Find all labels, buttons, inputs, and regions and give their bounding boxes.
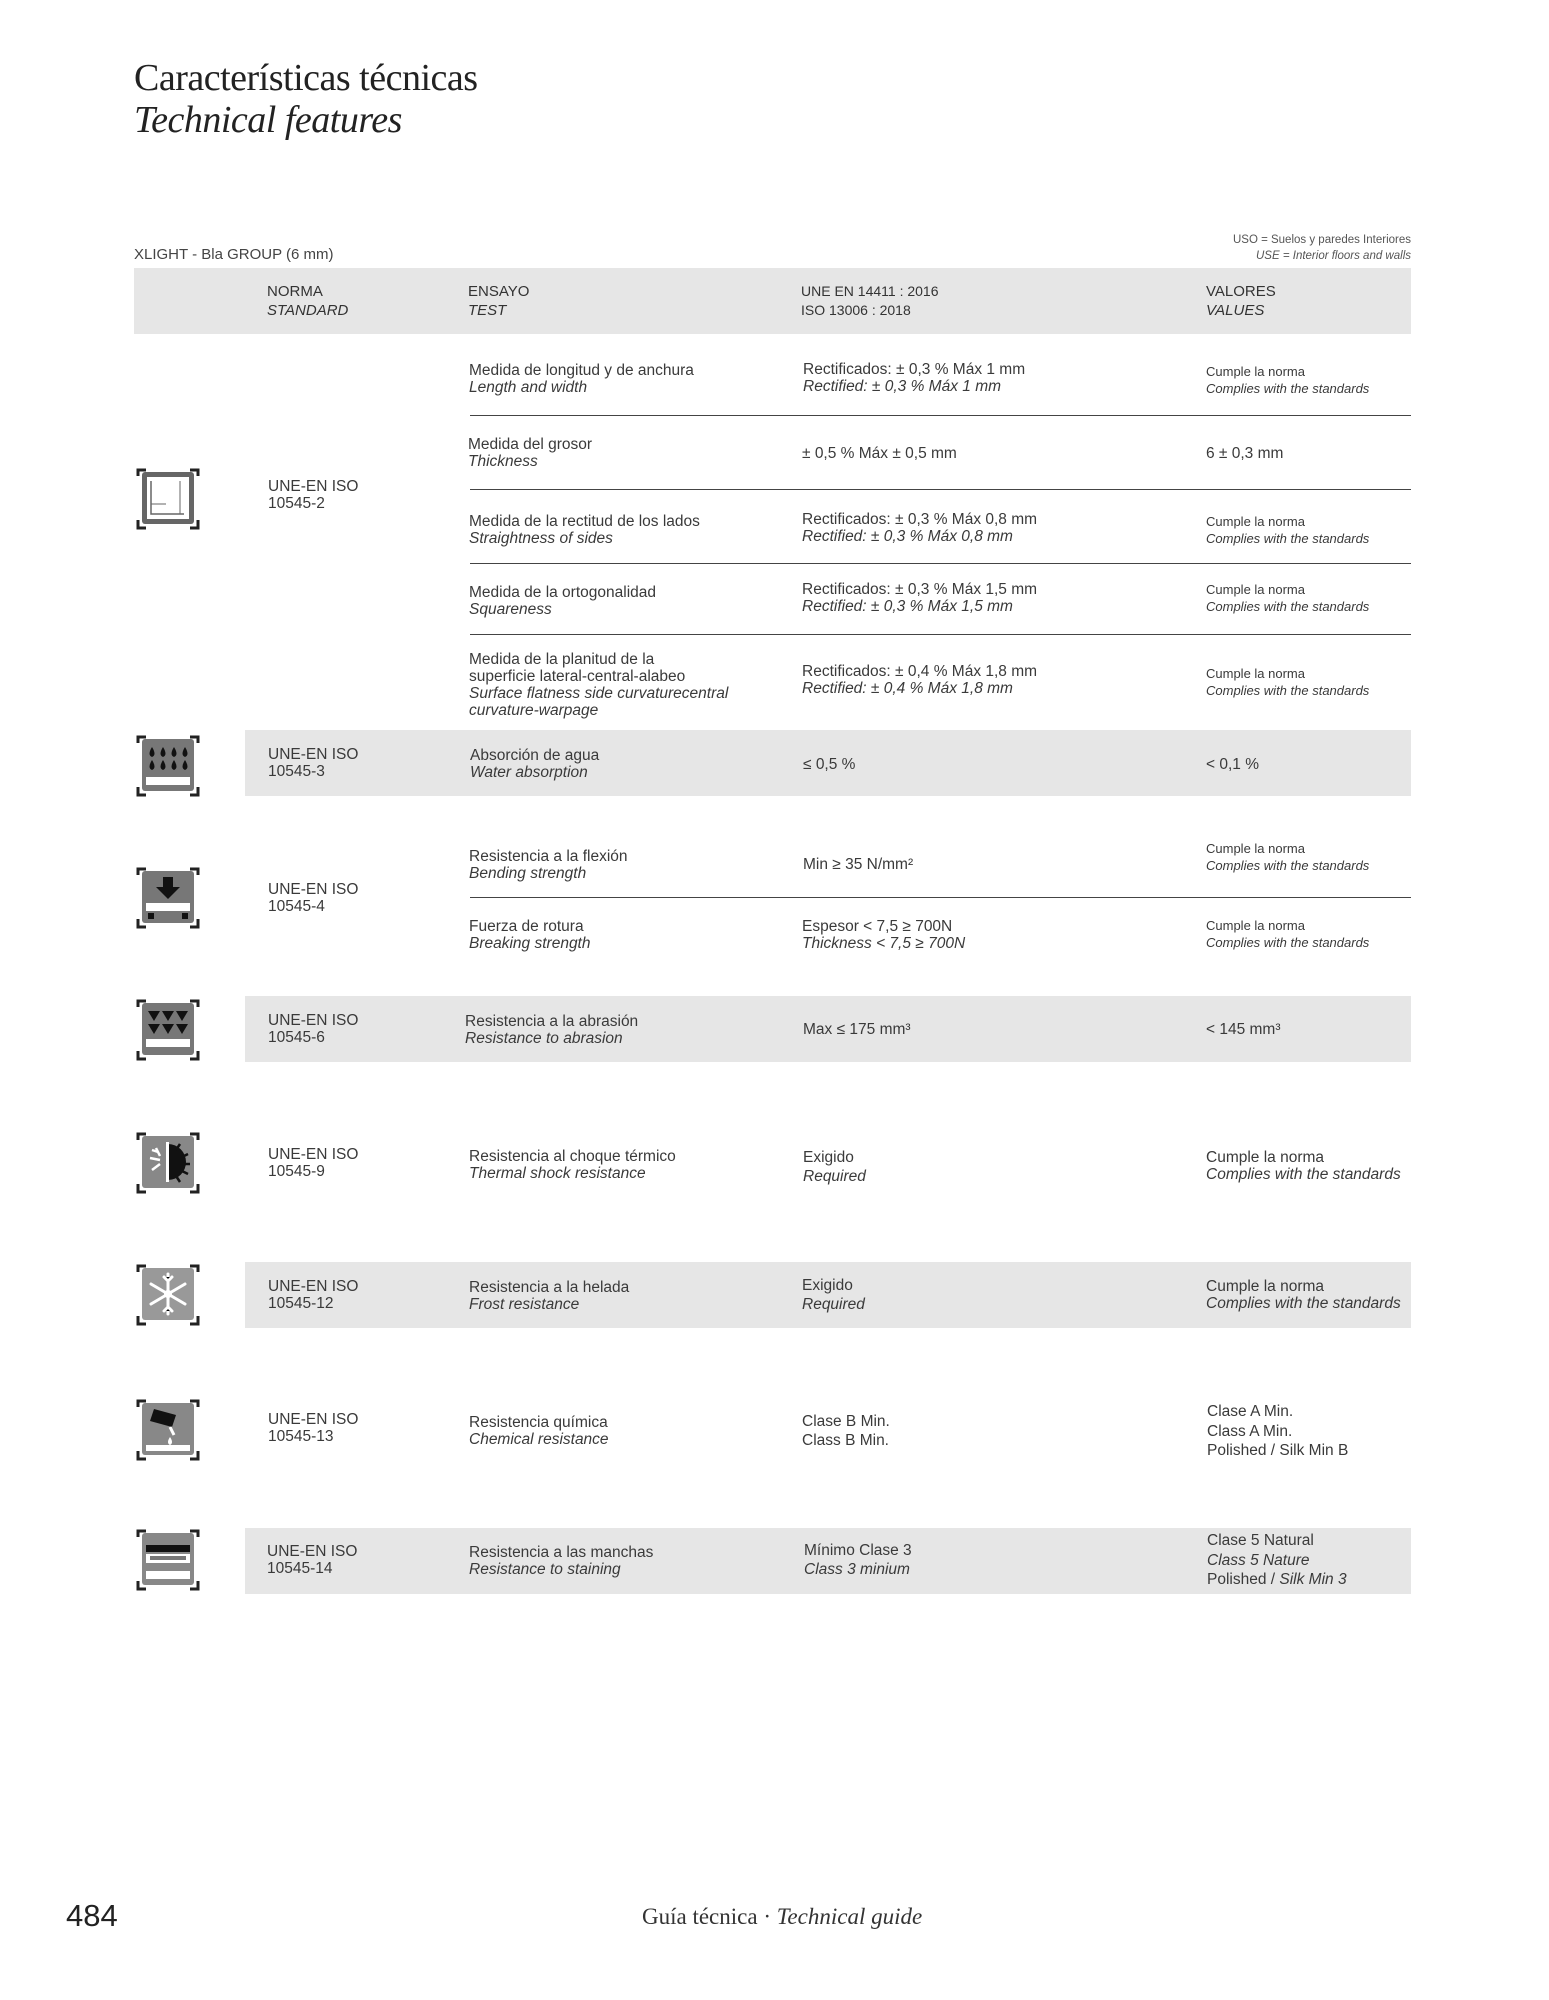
test-es: Resistencia al choque térmico [469,1148,676,1165]
abrasion-icon [136,997,200,1061]
value-cell [1206,917,1369,951]
footer-en: Technical guide [776,1904,923,1929]
requirement-cell [802,918,965,952]
req-en: Rectified: ± 0,3 % Máx 1 mm [803,378,1002,395]
standard-line2: 10545-12 [268,1295,334,1312]
value-cell [1206,1278,1401,1312]
standard-line1: UNE-EN ISO [268,1278,359,1295]
test-cell [465,1013,638,1047]
row-divider [470,634,1411,635]
footer-title [642,1904,922,1930]
val-es: Cumple la norma [1206,364,1305,379]
bending-arrow-icon [136,865,200,929]
standard-line2: 10545-6 [268,1029,325,1046]
requirement-cell: ± 0,5 % Máx ± 0,5 mm [802,445,957,462]
val-en: Complies with the standards [1206,599,1370,614]
header-ensayo-en: TEST [468,302,507,319]
req-en: Class B Min. [802,1432,889,1449]
page-title: Características técnicas [134,57,478,99]
requirement-cell: ≤ 0,5 % [803,756,856,773]
test-cell [469,584,656,618]
header-norma-en: STANDARD [267,302,349,319]
req-en: Rectified: ± 0,4 % Máx 1,8 mm [802,680,1013,697]
footer-es: Guía técnica [642,1904,758,1929]
test-en: Frost resistance [469,1296,580,1313]
val-line2: Class A Min. [1207,1422,1293,1440]
row-divider [470,897,1411,898]
test-cell [470,747,599,781]
test-en-line2: curvature-warpage [469,702,599,719]
requirement-cell [803,361,1025,395]
req-en: Rectified: ± 0,3 % Máx 1,5 mm [802,598,1013,615]
standard-cell [268,746,358,780]
test-en: Straightness of sides [469,530,613,547]
val-es: Cumple la norma [1206,1278,1325,1295]
test-en: Thermal shock resistance [469,1165,646,1182]
val-line3 [1207,1570,1347,1590]
value-cell [1206,1149,1401,1183]
value-cell [1206,840,1369,874]
val-line3: Polished / Silk Min B [1207,1442,1349,1459]
water-drops-icon [136,733,200,797]
value-cell [1207,1531,1347,1590]
standard-line1: UNE-EN ISO [268,746,359,763]
value-cell: 6 ± 0,3 mm [1206,445,1284,462]
test-en: Bending strength [469,865,587,882]
req-en: Thickness < 7,5 ≥ 700N [802,935,966,952]
val-es: Cumple la norma [1206,918,1305,933]
val-en: Complies with the standards [1206,683,1370,698]
requirement-cell: Max ≤ 175 mm³ [803,1021,911,1038]
requirement-cell [802,581,1037,615]
req-en: Required [802,1296,865,1313]
standard-cell [268,1278,358,1312]
test-es: Fuerza de rotura [469,918,584,935]
val-line2: Class 5 Nature [1207,1551,1310,1569]
use-note-es: USO = Suelos y paredes Interiores [1232,234,1411,246]
standard-line2: 10545-2 [268,495,325,512]
val-es: Cumple la norma [1206,666,1305,681]
header-ensayo [468,282,529,320]
value-cell [1206,665,1369,699]
test-es: Resistencia a las manchas [469,1544,654,1561]
test-es: Resistencia a la abrasión [465,1013,639,1030]
test-en: Length and width [469,379,588,396]
test-es: Resistencia a la flexión [469,848,628,865]
test-cell [469,513,700,547]
standard-line2: 10545-4 [268,898,325,915]
dimensions-icon [136,466,200,530]
use-note [1233,232,1411,264]
snowflake-icon [136,1262,200,1326]
standard-line2: 10545-14 [267,1560,333,1577]
staining-icon [136,1527,200,1591]
test-es: Absorción de agua [470,747,600,764]
test-cell [469,1414,609,1448]
req-es: Mínimo Clase 3 [804,1542,912,1559]
req-es: Rectificados: ± 0,4 % Máx 1,8 mm [802,663,1038,680]
requirement-cell [802,511,1037,545]
test-cell [468,436,592,470]
val-en: Complies with the standards [1206,1295,1401,1312]
test-cell [469,1279,629,1313]
test-es-line1: Medida de la planitud de la [469,651,655,668]
test-cell [469,848,628,882]
req-es: Rectificados: ± 0,3 % Máx 1 mm [803,361,1026,378]
thermal-shock-icon [136,1130,200,1194]
val-es: Cumple la norma [1206,1149,1325,1166]
value-cell [1206,363,1369,397]
header-ensayo-es: ENSAYO [468,283,530,300]
standard-line1: UNE-EN ISO [268,478,359,495]
test-cell [469,362,694,396]
requirement-cell [804,1541,912,1579]
value-cell [1207,1402,1348,1461]
value-cell: < 145 mm³ [1206,1021,1281,1038]
val-en: Complies with the standards [1206,1166,1401,1183]
val-line3-b: Silk Min 3 [1279,1571,1347,1588]
use-note-en: USE = Interior floors and walls [1256,250,1411,262]
standard-line2: 10545-13 [268,1428,334,1445]
standard-line2: 10545-3 [268,763,325,780]
req-en: Rectified: ± 0,3 % Máx 0,8 mm [802,528,1013,545]
test-es: Resistencia a la helada [469,1279,630,1296]
standard-cell [268,881,358,915]
test-cell [469,1148,676,1182]
test-en: Resistance to abrasion [465,1030,623,1047]
header-norma [267,282,348,320]
page-number: 484 [66,1898,118,1933]
product-label: XLIGHT - Bla GROUP (6 mm) [134,246,334,263]
test-en: Squareness [469,601,552,618]
test-es: Medida de longitud y de anchura [469,362,694,379]
test-es: Resistencia química [469,1414,608,1431]
test-es: Medida del grosor [468,436,593,453]
test-en: Breaking strength [469,935,591,952]
req-es: Rectificados: ± 0,3 % Máx 1,5 mm [802,581,1038,598]
value-cell [1206,513,1369,547]
standard-line1: UNE-EN ISO [268,1012,359,1029]
standard-line1: UNE-EN ISO [268,1146,359,1163]
req-es: Espesor < 7,5 ≥ 700N [802,918,953,935]
requirement-cell [802,1412,890,1450]
header-norma-es: NORMA [267,283,323,300]
val-en: Complies with the standards [1206,858,1370,873]
standard-line1: UNE-EN ISO [268,881,359,898]
table-header [134,268,1411,334]
test-es: Medida de la ortogonalidad [469,584,656,601]
standard-line2: 10545-9 [268,1163,325,1180]
standard-cell [268,1411,358,1445]
test-cell [469,1544,653,1578]
test-en: Thickness [468,453,538,470]
requirement-cell [803,1148,866,1186]
header-valores [1206,282,1276,320]
val-en: Complies with the standards [1206,381,1370,396]
val-en: Complies with the standards [1206,935,1370,950]
header-valores-en: VALUES [1206,302,1265,319]
row-divider [470,563,1411,564]
standard-line1: UNE-EN ISO [267,1543,358,1560]
standard-cell [268,1146,358,1180]
test-en: Resistance to staining [469,1561,621,1578]
requirement-cell [802,663,1037,697]
standard-cell [268,1012,358,1046]
footer-separator: · [757,1904,777,1929]
test-cell [469,918,591,952]
req-es: Rectificados: ± 0,3 % Máx 0,8 mm [802,511,1038,528]
val-es: Cumple la norma [1206,514,1305,529]
page-title-en: Technical features [134,99,402,141]
req-es: Clase B Min. [802,1413,890,1430]
header-valores-es: VALORES [1206,283,1276,300]
standard-cell [267,1543,357,1577]
req-en: Required [803,1168,866,1185]
val-en: Complies with the standards [1206,531,1370,546]
test-cell [469,651,728,719]
test-en: Water absorption [470,764,588,781]
chemical-icon [136,1397,200,1461]
val-line1: Clase 5 Natural [1207,1532,1314,1549]
row-divider [470,489,1411,490]
header-une-line2: ISO 13006 : 2018 [801,302,911,318]
standard-line1: UNE-EN ISO [268,1411,359,1428]
req-es: Exigido [802,1277,853,1294]
val-line1: Clase A Min. [1207,1403,1294,1420]
standard-cell [268,478,358,512]
val-es: Cumple la norma [1206,582,1305,597]
requirement-cell: Min ≥ 35 N/mm² [803,856,914,873]
test-en: Chemical resistance [469,1431,609,1448]
req-en: Class 3 minium [804,1561,910,1578]
val-line3-a: Polished / [1207,1571,1276,1588]
value-cell [1206,581,1369,615]
row-divider [470,415,1411,416]
header-une-line1: UNE EN 14411 : 2016 [801,283,939,299]
test-es: Medida de la rectitud de los lados [469,513,700,530]
val-es: Cumple la norma [1206,841,1305,856]
req-es: Exigido [803,1149,854,1166]
requirement-cell [802,1276,865,1314]
value-cell: < 0,1 % [1206,756,1259,773]
test-es-line2: superficie lateral-central-alabeo [469,668,686,685]
header-une [801,282,939,320]
test-en-line1: Surface flatness side curvaturecentral [469,685,729,702]
